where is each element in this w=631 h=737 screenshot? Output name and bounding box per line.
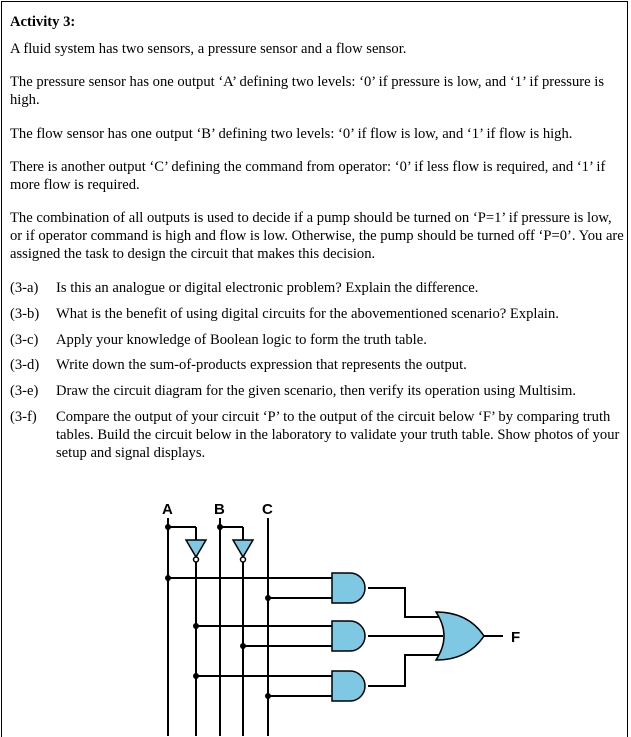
question-text: Write down the sum-of-products expression that represents the output. [56,357,467,373]
inverter-b [233,540,253,557]
activity-title: Activity 3: [10,14,76,30]
question-number: (3-e) [10,383,39,399]
question-number: (3-d) [10,357,40,373]
paragraph-operator-command: There is another output ‘C’ defining the command from operator: ‘0’ if less flow is required, and ‘1’ if more flow is required. [10,159,606,193]
question-number: (3-f) [10,409,37,425]
or-gate [436,612,484,660]
question-text: Draw the circuit diagram for the given scenario, then verify its operation using Multisim. [56,383,576,399]
question-number: (3-a) [10,280,39,296]
question-text: What is the benefit of using digital circuits for the abovementioned scenario? Explain. [56,306,559,322]
and-gate-3 [332,671,365,701]
question-number: (3-b) [10,306,40,322]
question-text: Compare the output of your circuit ‘P’ to the output of the circuit below ‘F’ by comparing truth tables. Build the circuit below in the laboratory to validate your truth table. Show photos of your setup and signal displays. [56,409,620,461]
label-a: A [162,501,173,518]
paragraph-flow-sensor: The flow sensor has one output ‘B’ defining two levels: ‘0’ if flow is low, and ‘1’ if flow is high. [10,126,573,142]
inverter-a [186,540,206,557]
question-number: (3-c) [10,332,39,348]
label-f: F [511,629,521,646]
label-c: C [262,501,273,518]
paragraph-pressure-sensor: The pressure sensor has one output ‘A’ defining two levels: ‘0’ if pressure is low, and ‘1’ if pressure is high. [10,74,605,108]
paragraph-intro: A fluid system has two sensors, a pressure sensor and a flow sensor. [10,41,407,57]
label-b: B [214,501,225,518]
and-gate-1 [332,573,365,603]
question-text: Is this an analogue or digital electronic problem? Explain the difference. [56,280,479,296]
and-gate-2 [332,621,365,651]
question-text: Apply your knowledge of Boolean logic to form the truth table. [56,332,427,348]
paragraph-pump-logic: The combination of all outputs is used to decide if a pump should be turned on ‘P=1’ if pressure is low, or if operator command is high and flow is low. Otherwise, the pump should be turned off ‘P=0’. You are assigned the task to design the circuit that makes this decision. [10,210,624,262]
